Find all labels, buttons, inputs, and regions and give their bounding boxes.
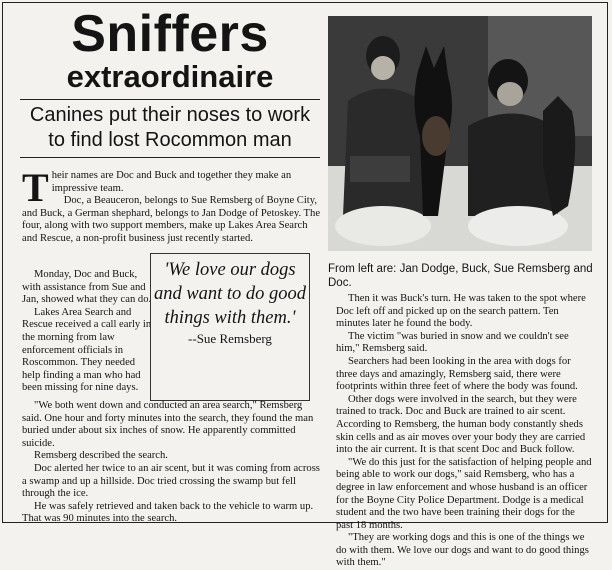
paragraph: Doc alerted her twice to an air scent, but it was coming from across a swamp and up a hillside. Doc tried crossing the swamp but fell through the ice. [22, 462, 320, 500]
paragraph: The victim "was buried in snow and we couldn't see him," Remsberg said. [336, 330, 569, 355]
paragraph: "We do this just for the satisfaction of helping people and being able to work our dogs," said Remsberg, who has a degree in law enforcement and whose husband is an officer for the Boyne City Police Department. Dodge is a medical student and the two have been training their dogs for the past 18 months. [336, 456, 592, 531]
paragraph: "They are working dogs and this is one of the things we do with them. We love our dogs and want to do good things with them." [336, 532, 589, 569]
photo [328, 16, 592, 251]
paragraph: Doc, a Beauceron, belongs to Sue Remsberg of Boyne City, and Buck, a German shephard, belongs to Jan Dodge of Petoskey. The four, along with two support members, make up Lakes Area Search and Rescue, a non-profit business just recently started. [22, 195, 321, 244]
article-body-narrow [22, 269, 155, 395]
paragraph: Then it was Buck's turn. He was taken to the spot where Doc left off and picked up on the search pattern. Ten minutes later he found the body. [336, 293, 586, 330]
paragraph: He was safely retrieved and taken back to the vehicle to warm up. That was 90 minutes into the search. [22, 500, 314, 525]
photo-caption: From left are: Jan Dodge, Buck, Sue Remsberg and Doc. [328, 263, 593, 289]
paragraph: Other dogs were involved in the search, but they were trained to track. Doc and Buck are trained to air scent. According to Remsberg, the human body constantly sheds skin cells and as air moves over your body they are carried into the air current. It is that scent Doc and Buck follow. [336, 393, 586, 456]
pull-quote-text: 'We love our dogs and want to do good things with them.' [153, 260, 307, 328]
paragraph: Monday, Doc and Buck, with assistance from Sue and Jan, showed what they can do. [22, 269, 152, 306]
paragraph: "We both went down and conducted an area search," Remsberg said. One hour and forty minutes into the search, they found the man buried under about six inches of snow. He apparently committed suicide. [22, 400, 314, 449]
deck: Canines put their noses to work to find lost Rocommon man [29, 104, 311, 151]
pull-quote-attribution: --Sue Remsberg [188, 331, 272, 346]
headline-subtitle: extraordinaire [66, 59, 274, 94]
lead-text: heir names are Doc and Buck and together they make an impressive team. [51, 170, 292, 194]
top-divider [20, 99, 320, 100]
lead-paragraph [22, 165, 322, 210]
paragraph: Remsberg described the search. [34, 450, 168, 462]
paragraph: Lakes Area Search and Rescue received a call early in the morning from law enforcement officials in Roscommon. They needed help finding a man who had been missing for nine days. [22, 306, 152, 394]
headline: Sniffers [71, 5, 269, 63]
article-body-top [22, 165, 322, 246]
article-body-bottom [22, 400, 322, 526]
photo-image [328, 16, 592, 251]
drop-cap: T [22, 165, 49, 210]
deck-divider [20, 157, 320, 158]
pull-quote [150, 253, 310, 401]
paragraph: Searchers had been looking in the area with dogs for three days and amazingly, Remsberg said, there were footprints within three feet of where the body was found. [336, 355, 578, 393]
article-body-right [336, 293, 594, 570]
